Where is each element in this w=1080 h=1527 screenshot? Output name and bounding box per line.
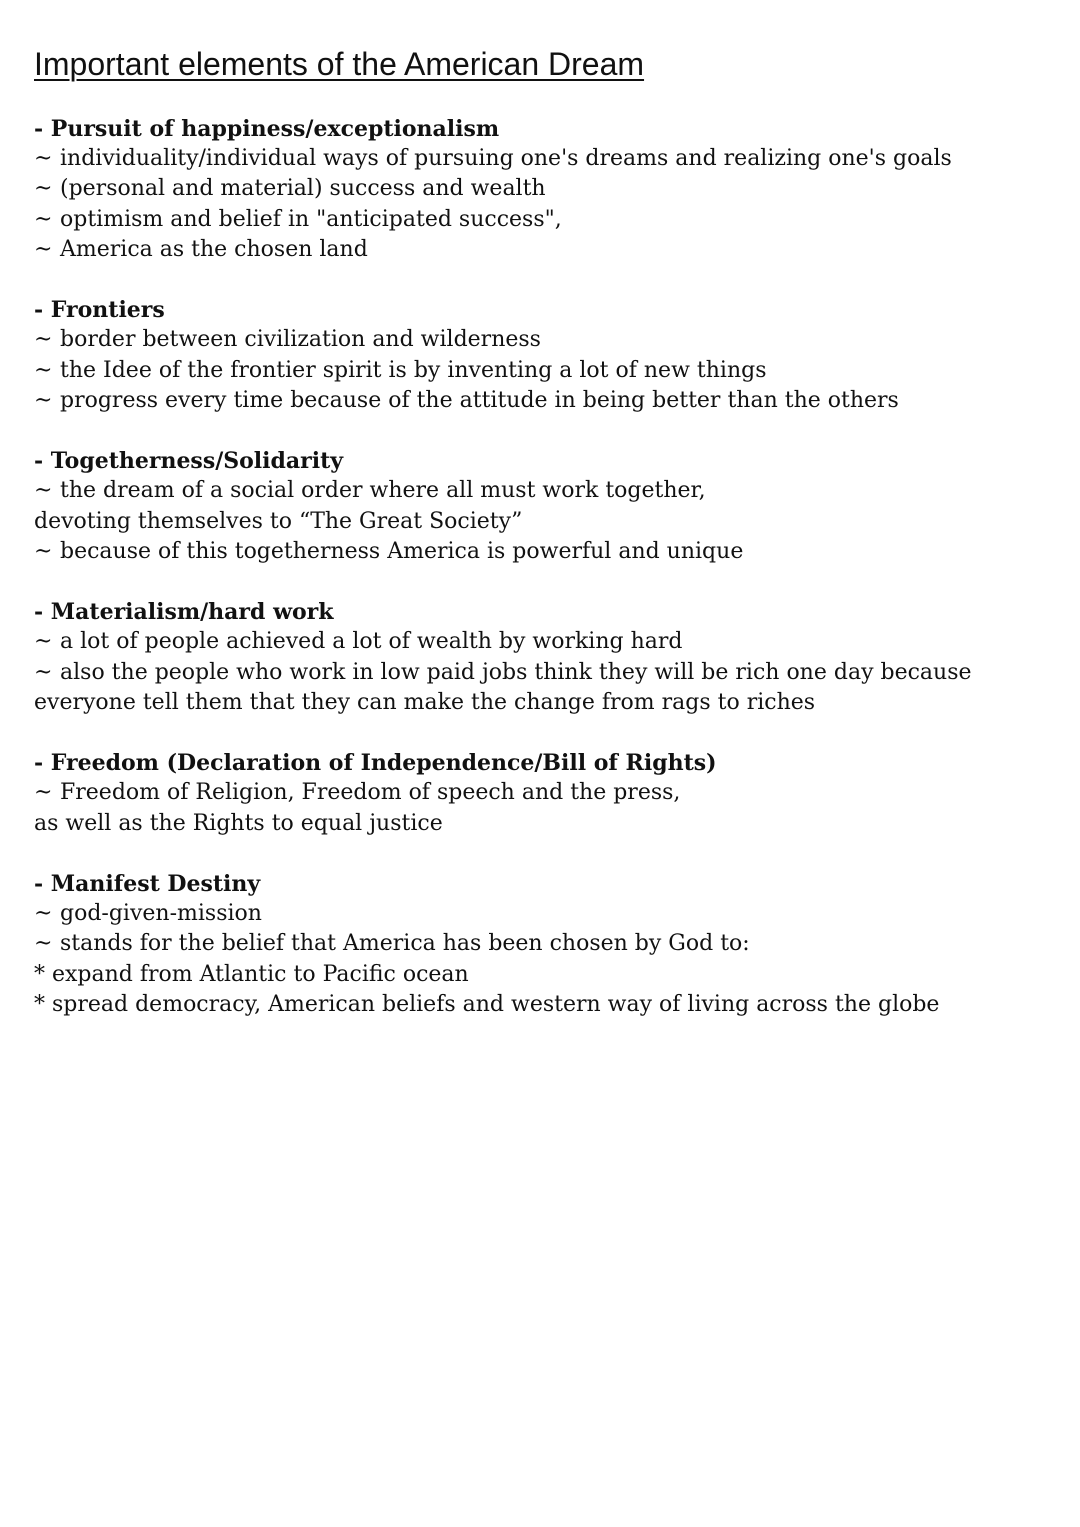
section-materialism: [34, 597, 1054, 718]
list-item: ~ individuality/individual ways of pursuing one's dreams and realizing one's goals: [34, 144, 1054, 174]
list-item: ~ also the people who work in low paid jobs think they will be rich one day because: [34, 658, 1054, 688]
list-item-continuation: as well as the Rights to equal justice: [34, 810, 443, 836]
list-item: ~ the dream of a social order where all must work together,: [34, 476, 1054, 506]
tilde-bullet: ~: [34, 901, 53, 927]
list-item: ~ the Idee of the frontier spirit is by inventing a lot of new things: [34, 356, 1054, 386]
section-heading: - Manifest Destiny: [34, 871, 261, 897]
section-pursuit-of-happiness: [34, 114, 1054, 265]
tilde-bullet: ~: [34, 780, 53, 806]
list-item: ~ because of this togetherness America is powerful and unique: [34, 537, 1054, 567]
list-item: ~ a lot of people achieved a lot of wealth by working hard: [34, 627, 1054, 657]
list-item: ~ progress every time because of the attitude in being better than the others: [34, 386, 1054, 416]
section-heading: - Freedom (Declaration of Independence/Bill of Rights): [34, 750, 717, 777]
section-heading: - Frontiers: [34, 297, 165, 324]
tilde-bullet: ~: [34, 206, 53, 232]
list-item: * expand from Atlantic to Pacific ocean: [34, 960, 1054, 990]
tilde-bullet: ~: [34, 478, 53, 504]
tilde-bullet: ~: [34, 146, 53, 172]
list-item: ~ god-given-mission: [34, 899, 1054, 929]
list-item: ~ America as the chosen land: [34, 235, 1054, 265]
list-item: ~ optimism and belief in "anticipated success",: [34, 205, 1054, 235]
asterisk-bullet: *: [34, 961, 45, 987]
list-item: ~ border between civilization and wilderness: [34, 325, 1054, 355]
tilde-bullet: ~: [34, 176, 53, 202]
tilde-bullet: ~: [34, 357, 53, 383]
section-heading: - Materialism/hard work: [34, 599, 334, 626]
section-manifest-destiny: [34, 869, 1054, 1020]
list-item: ~ Freedom of Religion, Freedom of speech and the press,: [34, 778, 1054, 808]
tilde-bullet: ~: [34, 387, 53, 413]
tilde-bullet: ~: [34, 931, 53, 957]
list-item: ~ stands for the belief that America has been chosen by God to:: [34, 929, 1054, 959]
tilde-bullet: ~: [34, 659, 53, 685]
tilde-bullet: ~: [34, 538, 53, 564]
list-item-continuation: everyone tell them that they can make the change from rags to riches: [34, 689, 816, 715]
section-frontiers: [34, 295, 1054, 416]
section-heading: - Togetherness/Solidarity: [34, 448, 344, 475]
section-togetherness: [34, 446, 1054, 567]
section-freedom: [34, 748, 1054, 839]
list-item: * spread democracy, American beliefs and western way of living across the globe: [34, 990, 1054, 1020]
section-heading: - Pursuit of happiness/exceptionalism: [34, 116, 500, 142]
notes-body: [34, 114, 1054, 1050]
tilde-bullet: ~: [34, 236, 53, 262]
page-title: Important elements of the American Dream: [34, 46, 645, 82]
asterisk-bullet: *: [34, 991, 45, 1017]
tilde-bullet: ~: [34, 327, 53, 353]
tilde-bullet: ~: [34, 629, 53, 655]
list-item: ~ (personal and material) success and wealth: [34, 174, 1054, 204]
list-item-continuation: devoting themselves to “The Great Society”: [34, 508, 523, 534]
